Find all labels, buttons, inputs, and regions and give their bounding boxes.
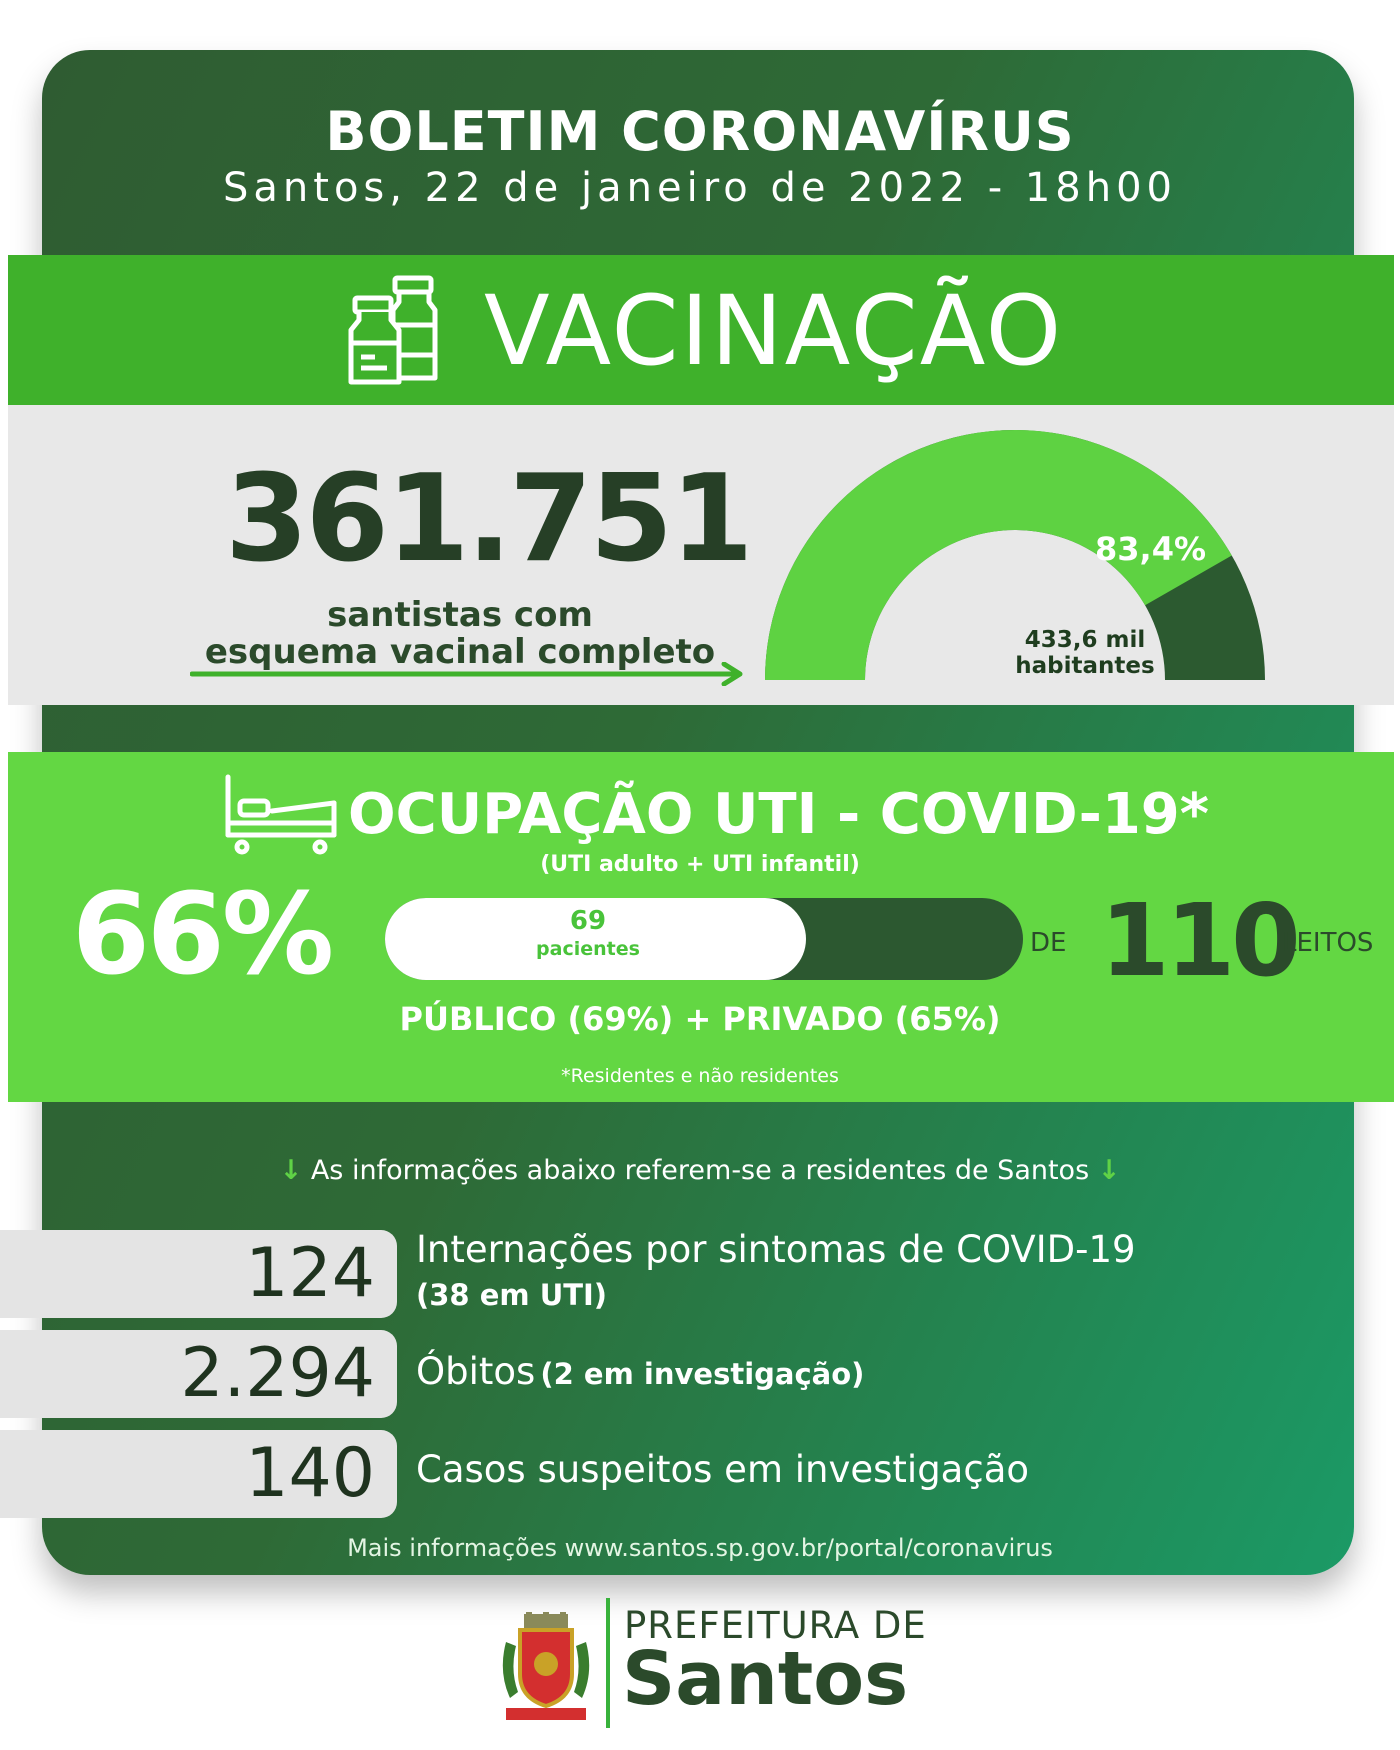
icu-occupancy-percent: 66%: [72, 870, 332, 1000]
stat-label: Óbitos: [416, 1350, 536, 1393]
icu-occupancy-bar: [385, 898, 1023, 980]
stat-detail: (2 em investigação): [540, 1357, 865, 1391]
more-info-link[interactable]: Mais informações www.santos.sp.gov.br/portal/coronavirus: [347, 1534, 1053, 1562]
stat-tab-suspected: [0, 1430, 397, 1518]
residents-note: [0, 1155, 1400, 1186]
org-name-line1: PREFEITURA DE: [624, 1604, 927, 1647]
vaccine-vials-icon: [343, 273, 468, 388]
patients-number: 69: [569, 906, 607, 936]
arrow-down-icon: ↓: [279, 1155, 303, 1186]
vaccinated-caption-line1: santistas com: [327, 595, 593, 635]
stat-detail: (38 em UTI): [416, 1278, 608, 1312]
icu-subtitle: (UTI adulto + UTI infantil): [540, 852, 860, 877]
stat-label: Casos suspeitos em investigação: [416, 1448, 1030, 1491]
org-name-line2: Santos: [622, 1636, 909, 1722]
logo-divider: [606, 1598, 610, 1728]
beds-total: 110: [1100, 882, 1297, 999]
stat-tab-hospitalizations: [0, 1230, 397, 1318]
vaccination-label: VACINAÇÃO: [484, 275, 1064, 387]
bulletin-date: Santos, 22 de janeiro de 2022 - 18h00: [223, 165, 1177, 211]
beds-label: LEITOS: [1282, 928, 1374, 958]
icu-footnote: *Residentes e não residentes: [561, 1065, 839, 1087]
vaccinated-caption-line2: esquema vacinal completo: [204, 632, 716, 672]
stat-tab-deaths: [0, 1330, 397, 1418]
public-private-breakdown: PÚBLICO (69%) + PRIVADO (65%): [399, 1000, 1001, 1038]
stat-value: 140: [245, 1434, 375, 1513]
residents-note-text: As informações abaixo referem-se a residentes de Santos: [310, 1155, 1090, 1186]
stat-value: 124: [245, 1234, 375, 1313]
stat-label: Internações por sintomas de COVID-19: [416, 1228, 1136, 1271]
bulletin-title: BOLETIM CORONAVÍRUS: [325, 100, 1075, 163]
stat-value: 2.294: [180, 1334, 375, 1413]
vaccination-header-band: [8, 255, 1394, 405]
of-label: DE: [1030, 928, 1067, 958]
population-label: habitantes: [1015, 653, 1155, 679]
city-crest-icon: [496, 1612, 596, 1724]
arrow-down-icon: ↓: [1097, 1155, 1121, 1186]
population-value: 433,6 mil: [1024, 627, 1146, 653]
stat-label-row: [416, 1350, 864, 1393]
caption-arrow: [190, 662, 750, 686]
icu-title: OCUPAÇÃO UTI - COVID-19*: [348, 782, 1210, 847]
hospital-bed-icon: [222, 773, 340, 855]
patients-label: pacientes: [536, 938, 640, 960]
vaccinated-total: 361.751: [225, 450, 751, 589]
gauge-percent-label: 83,4%: [1095, 530, 1207, 568]
